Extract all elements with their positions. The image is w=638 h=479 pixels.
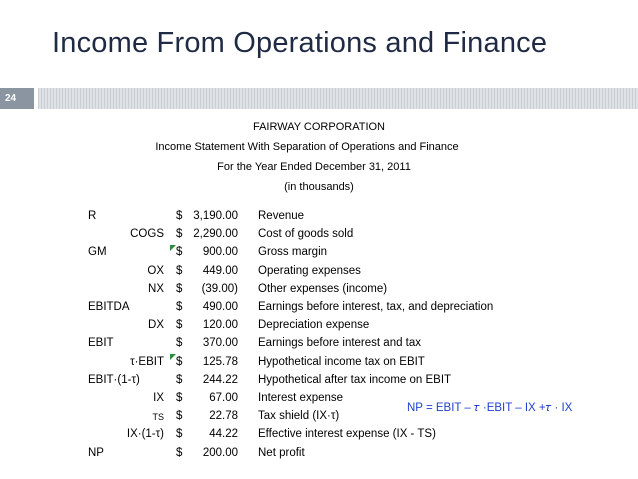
- row-description: Other expenses (income): [258, 282, 388, 295]
- net-profit-formula: NP = EBIT – 𝜏 ·EBIT – IX +𝜏 · IX: [407, 402, 573, 414]
- row-amount: 490.00: [202, 301, 238, 313]
- row-amount: 3,190.00: [193, 210, 238, 222]
- row-amount: 900.00: [202, 246, 238, 259]
- row-abbreviation: GM: [88, 246, 107, 259]
- table-row: [0, 356, 638, 374]
- row-abbreviation: IX: [153, 392, 164, 404]
- statement-subtitle: Income Statement With Separation of Operations and Finance: [155, 141, 459, 153]
- currency-symbol: $: [176, 337, 183, 350]
- table-row: [0, 319, 638, 337]
- comment-marker: [170, 245, 176, 251]
- row-description: Earnings before interest, tax, and depreciation: [258, 301, 494, 313]
- statement-period: For the Year Ended December 31, 2011: [217, 161, 411, 173]
- row-abbreviation: EBITDA: [88, 301, 130, 313]
- currency-symbol: $: [176, 228, 183, 241]
- row-amount: 44.22: [209, 428, 238, 441]
- row-amount: 125.78: [202, 355, 238, 368]
- row-abbreviation: τ·EBIT: [130, 355, 164, 368]
- table-row: [0, 337, 638, 355]
- row-description: Tax shield (IX·τ): [258, 410, 340, 423]
- table-row: [0, 374, 638, 392]
- currency-symbol: $: [176, 319, 183, 332]
- table-row: [0, 228, 638, 246]
- row-description: Hypothetical after tax income on EBIT: [258, 373, 452, 386]
- table-row: [0, 265, 638, 283]
- row-abbreviation: COGS: [130, 228, 164, 241]
- row-description: Cost of goods sold: [258, 228, 354, 241]
- statement-units: (in thousands): [284, 181, 354, 193]
- row-amount: (39.00): [201, 282, 238, 295]
- comment-marker: [170, 354, 176, 360]
- row-description: Net profit: [258, 446, 305, 459]
- row-amount: 200.00: [202, 446, 238, 459]
- row-description: Interest expense: [258, 392, 344, 404]
- row-abbreviation: EBIT·(1-τ): [88, 373, 140, 386]
- currency-symbol: $: [176, 428, 183, 441]
- row-description: Hypothetical income tax on EBIT: [258, 355, 425, 368]
- currency-symbol: $: [176, 410, 183, 423]
- currency-symbol: $: [176, 264, 183, 277]
- row-description: Operating expenses: [258, 264, 361, 277]
- row-abbreviation: TS: [152, 412, 164, 423]
- currency-symbol: $: [176, 210, 183, 222]
- company-name: FAIRWAY CORPORATION: [252, 121, 386, 133]
- row-abbreviation: R: [88, 210, 97, 222]
- row-abbreviation: NP: [88, 446, 104, 459]
- table-row: [0, 428, 638, 446]
- row-description: Depreciation expense: [258, 319, 370, 332]
- row-abbreviation: OX: [147, 264, 164, 277]
- currency-symbol: $: [176, 355, 183, 368]
- currency-symbol: $: [176, 392, 183, 404]
- header-band: [38, 88, 638, 109]
- currency-symbol: $: [176, 446, 183, 459]
- currency-symbol: $: [176, 301, 183, 313]
- currency-symbol: $: [176, 373, 183, 386]
- row-abbreviation: IX·(1-τ): [126, 428, 164, 441]
- table-row: [0, 447, 638, 465]
- table-row: [0, 246, 638, 264]
- row-abbreviation: NX: [148, 282, 164, 295]
- table-row: [0, 301, 638, 319]
- row-description: Gross margin: [258, 246, 328, 259]
- page-number-badge: 24: [0, 88, 34, 109]
- row-amount: 67.00: [209, 392, 238, 404]
- table-row: [0, 283, 638, 301]
- row-amount: 244.22: [202, 373, 238, 386]
- row-amount: 370.00: [202, 337, 238, 350]
- row-amount: 120.00: [202, 319, 238, 332]
- row-amount: 22.78: [209, 410, 238, 423]
- row-abbreviation: EBIT: [88, 337, 114, 350]
- currency-symbol: $: [176, 282, 183, 295]
- row-abbreviation: DX: [148, 319, 164, 332]
- slide-title: Income From Operations and Finance: [52, 27, 548, 59]
- table-row: [0, 210, 638, 228]
- row-description: Earnings before interest and tax: [258, 337, 422, 350]
- row-description: Effective interest expense (IX - TS): [258, 428, 436, 441]
- currency-symbol: $: [176, 246, 183, 259]
- row-amount: 2,290.00: [193, 228, 238, 241]
- row-description: Revenue: [258, 210, 305, 222]
- row-amount: 449.00: [202, 264, 238, 277]
